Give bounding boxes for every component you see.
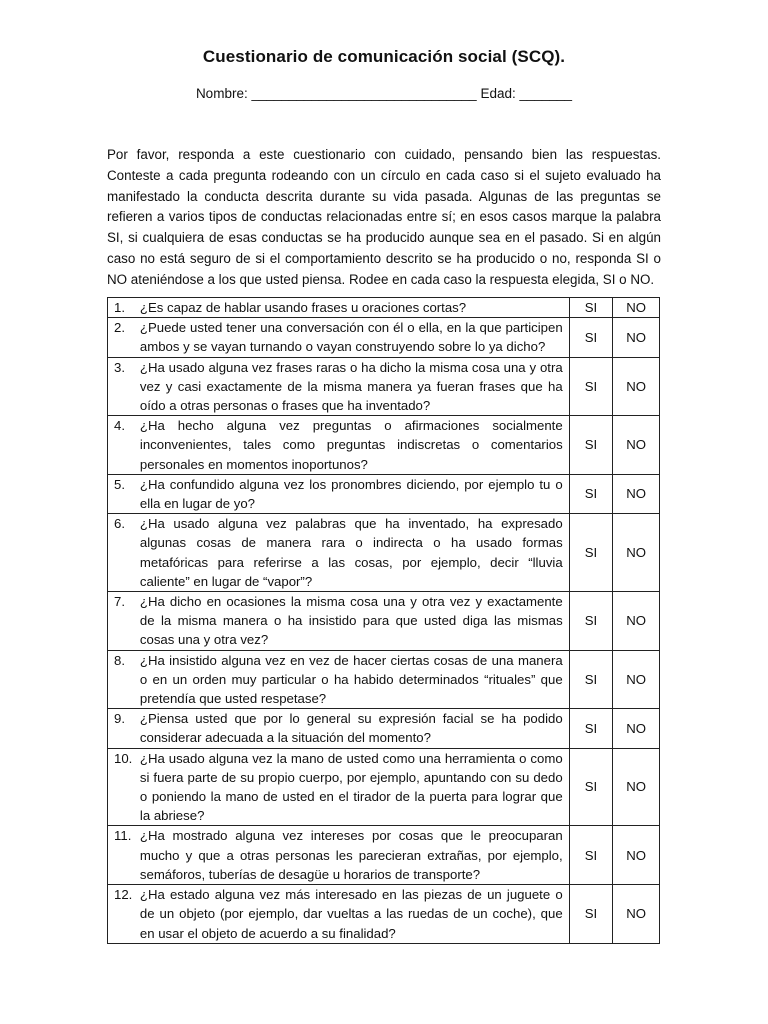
- question-number: 10.: [108, 748, 140, 826]
- question-text: ¿Ha usado alguna vez la mano de usted como una herramienta o como si fuera parte de su propio cuerpo, por ejemplo, apuntando con su dedo o poniendo la mano de usted en el tirador de la puerta para lograr que la abriese?: [140, 748, 569, 826]
- question-text: ¿Ha insistido alguna vez en vez de hacer ciertas cosas de una manera o en un orden muy particular o ha habido determinados “rituales” que pretendía que usted respetase?: [140, 650, 569, 709]
- answer-no-option[interactable]: NO: [613, 357, 660, 416]
- answer-no-option[interactable]: NO: [613, 748, 660, 826]
- answer-no-option[interactable]: NO: [613, 885, 660, 944]
- answer-no-option[interactable]: NO: [613, 298, 660, 318]
- question-row: [108, 709, 660, 748]
- question-number: 9.: [108, 709, 140, 748]
- question-number: 3.: [108, 357, 140, 416]
- page-title: Cuestionario de comunicación social (SCQ).: [202, 47, 566, 66]
- answer-yes-option[interactable]: SI: [569, 709, 613, 748]
- answer-no-option[interactable]: NO: [613, 709, 660, 748]
- answer-no-option[interactable]: NO: [613, 474, 660, 513]
- answer-no-option[interactable]: NO: [613, 514, 660, 592]
- question-number: 5.: [108, 474, 140, 513]
- question-text: ¿Ha estado alguna vez más interesado en las piezas de un juguete o de un objeto (por ejemplo, dar vueltas a las ruedas de un coche), que en usar el objeto de acuerdo a su finalidad?: [140, 885, 569, 944]
- question-text: ¿Ha mostrado alguna vez intereses por cosas que le preocuparan mucho y que a otras personas les parecieran extrañas, por ejemplo, semáforos, tuberías de desagüe u horarios de transporte?: [140, 826, 569, 885]
- question-row: [108, 474, 660, 513]
- question-text: ¿Puede usted tener una conversación con él o ella, en la que participen ambos y se vayan turnando o vayan construyendo sobre lo ya dicho?: [140, 318, 569, 357]
- answer-no-option[interactable]: NO: [613, 416, 660, 475]
- answer-yes-option[interactable]: SI: [569, 298, 613, 318]
- question-number: 2.: [108, 318, 140, 357]
- question-text: ¿Ha usado alguna vez palabras que ha inventado, ha expresado algunas cosas de manera rara o indirecta o ha usado formas metafóricas para referirse a las cosas, por ejemplo, decir “lluvia caliente” en lugar de “vapor”?: [140, 514, 569, 592]
- question-number: 6.: [108, 514, 140, 592]
- answer-yes-option[interactable]: SI: [569, 416, 613, 475]
- answer-yes-option[interactable]: SI: [569, 885, 613, 944]
- answer-yes-option[interactable]: SI: [569, 650, 613, 709]
- question-text: ¿Ha hecho alguna vez preguntas o afirmaciones socialmente inconvenientes, tales como preguntas indiscretas o comentarios personales en momentos inoportunos?: [140, 416, 569, 475]
- question-row: [108, 514, 660, 592]
- answer-yes-option[interactable]: SI: [569, 514, 613, 592]
- answer-yes-option[interactable]: SI: [569, 318, 613, 357]
- question-row: [108, 298, 660, 318]
- question-text: ¿Ha usado alguna vez frases raras o ha dicho la misma cosa una y otra vez y casi exactamente de la misma manera ya fueran frases que ha oído a otras personas o frases que ha inventado?: [140, 357, 569, 416]
- question-row: [108, 826, 660, 885]
- instructions-paragraph: Por favor, responda a este cuestionario con cuidado, pensando bien las respuestas. Conteste a cada pregunta rodeando con un círculo en cada caso si el sujeto evaluado ha manifestado la conducta descrita durante su vida pasada. Algunas de las preguntas se refieren a varios tipos de conductas relacionadas entre sí; en esos casos marque la palabra SI, si cualquiera de esas conductas se ha producido aunque sea en el pasado. Si en algún caso no está seguro de si el comportamiento descrito se ha producido o no, responda SI o NO ateniéndose a los que usted piensa. Rodee en cada caso la respuesta elegida, SI o NO.: [107, 147, 661, 287]
- questions-table: [107, 297, 660, 944]
- answer-yes-option[interactable]: SI: [569, 474, 613, 513]
- answer-yes-option[interactable]: SI: [569, 592, 613, 651]
- answer-yes-option[interactable]: SI: [569, 826, 613, 885]
- question-number: 8.: [108, 650, 140, 709]
- answer-no-option[interactable]: NO: [613, 318, 660, 357]
- question-number: 7.: [108, 592, 140, 651]
- question-text: ¿Es capaz de hablar usando frases u oraciones cortas?: [140, 298, 569, 318]
- question-row: [108, 318, 660, 357]
- answer-no-option[interactable]: NO: [613, 592, 660, 651]
- question-number: 1.: [108, 298, 140, 318]
- question-row: [108, 357, 660, 416]
- question-row: [108, 885, 660, 944]
- question-number: 11.: [108, 826, 140, 885]
- question-text: ¿Piensa usted que por lo general su expresión facial se ha podido considerar adecuada a la situación del momento?: [140, 709, 569, 748]
- question-number: 12.: [108, 885, 140, 944]
- question-row: [108, 592, 660, 651]
- question-row: [108, 650, 660, 709]
- question-row: [108, 416, 660, 475]
- answer-yes-option[interactable]: SI: [569, 748, 613, 826]
- question-text: ¿Ha confundido alguna vez los pronombres diciendo, por ejemplo tu o ella en lugar de yo?: [140, 474, 569, 513]
- question-number: 4.: [108, 416, 140, 475]
- answer-no-option[interactable]: NO: [613, 826, 660, 885]
- answer-no-option[interactable]: NO: [613, 650, 660, 709]
- question-row: [108, 748, 660, 826]
- question-text: ¿Ha dicho en ocasiones la misma cosa una y otra vez y exactamente de la misma manera o ha insistido para que usted diga las mismas cosas una y otra vez?: [140, 592, 569, 651]
- answer-yes-option[interactable]: SI: [569, 357, 613, 416]
- name-age-line: Nombre: ______________________________ Edad: _______: [195, 86, 573, 101]
